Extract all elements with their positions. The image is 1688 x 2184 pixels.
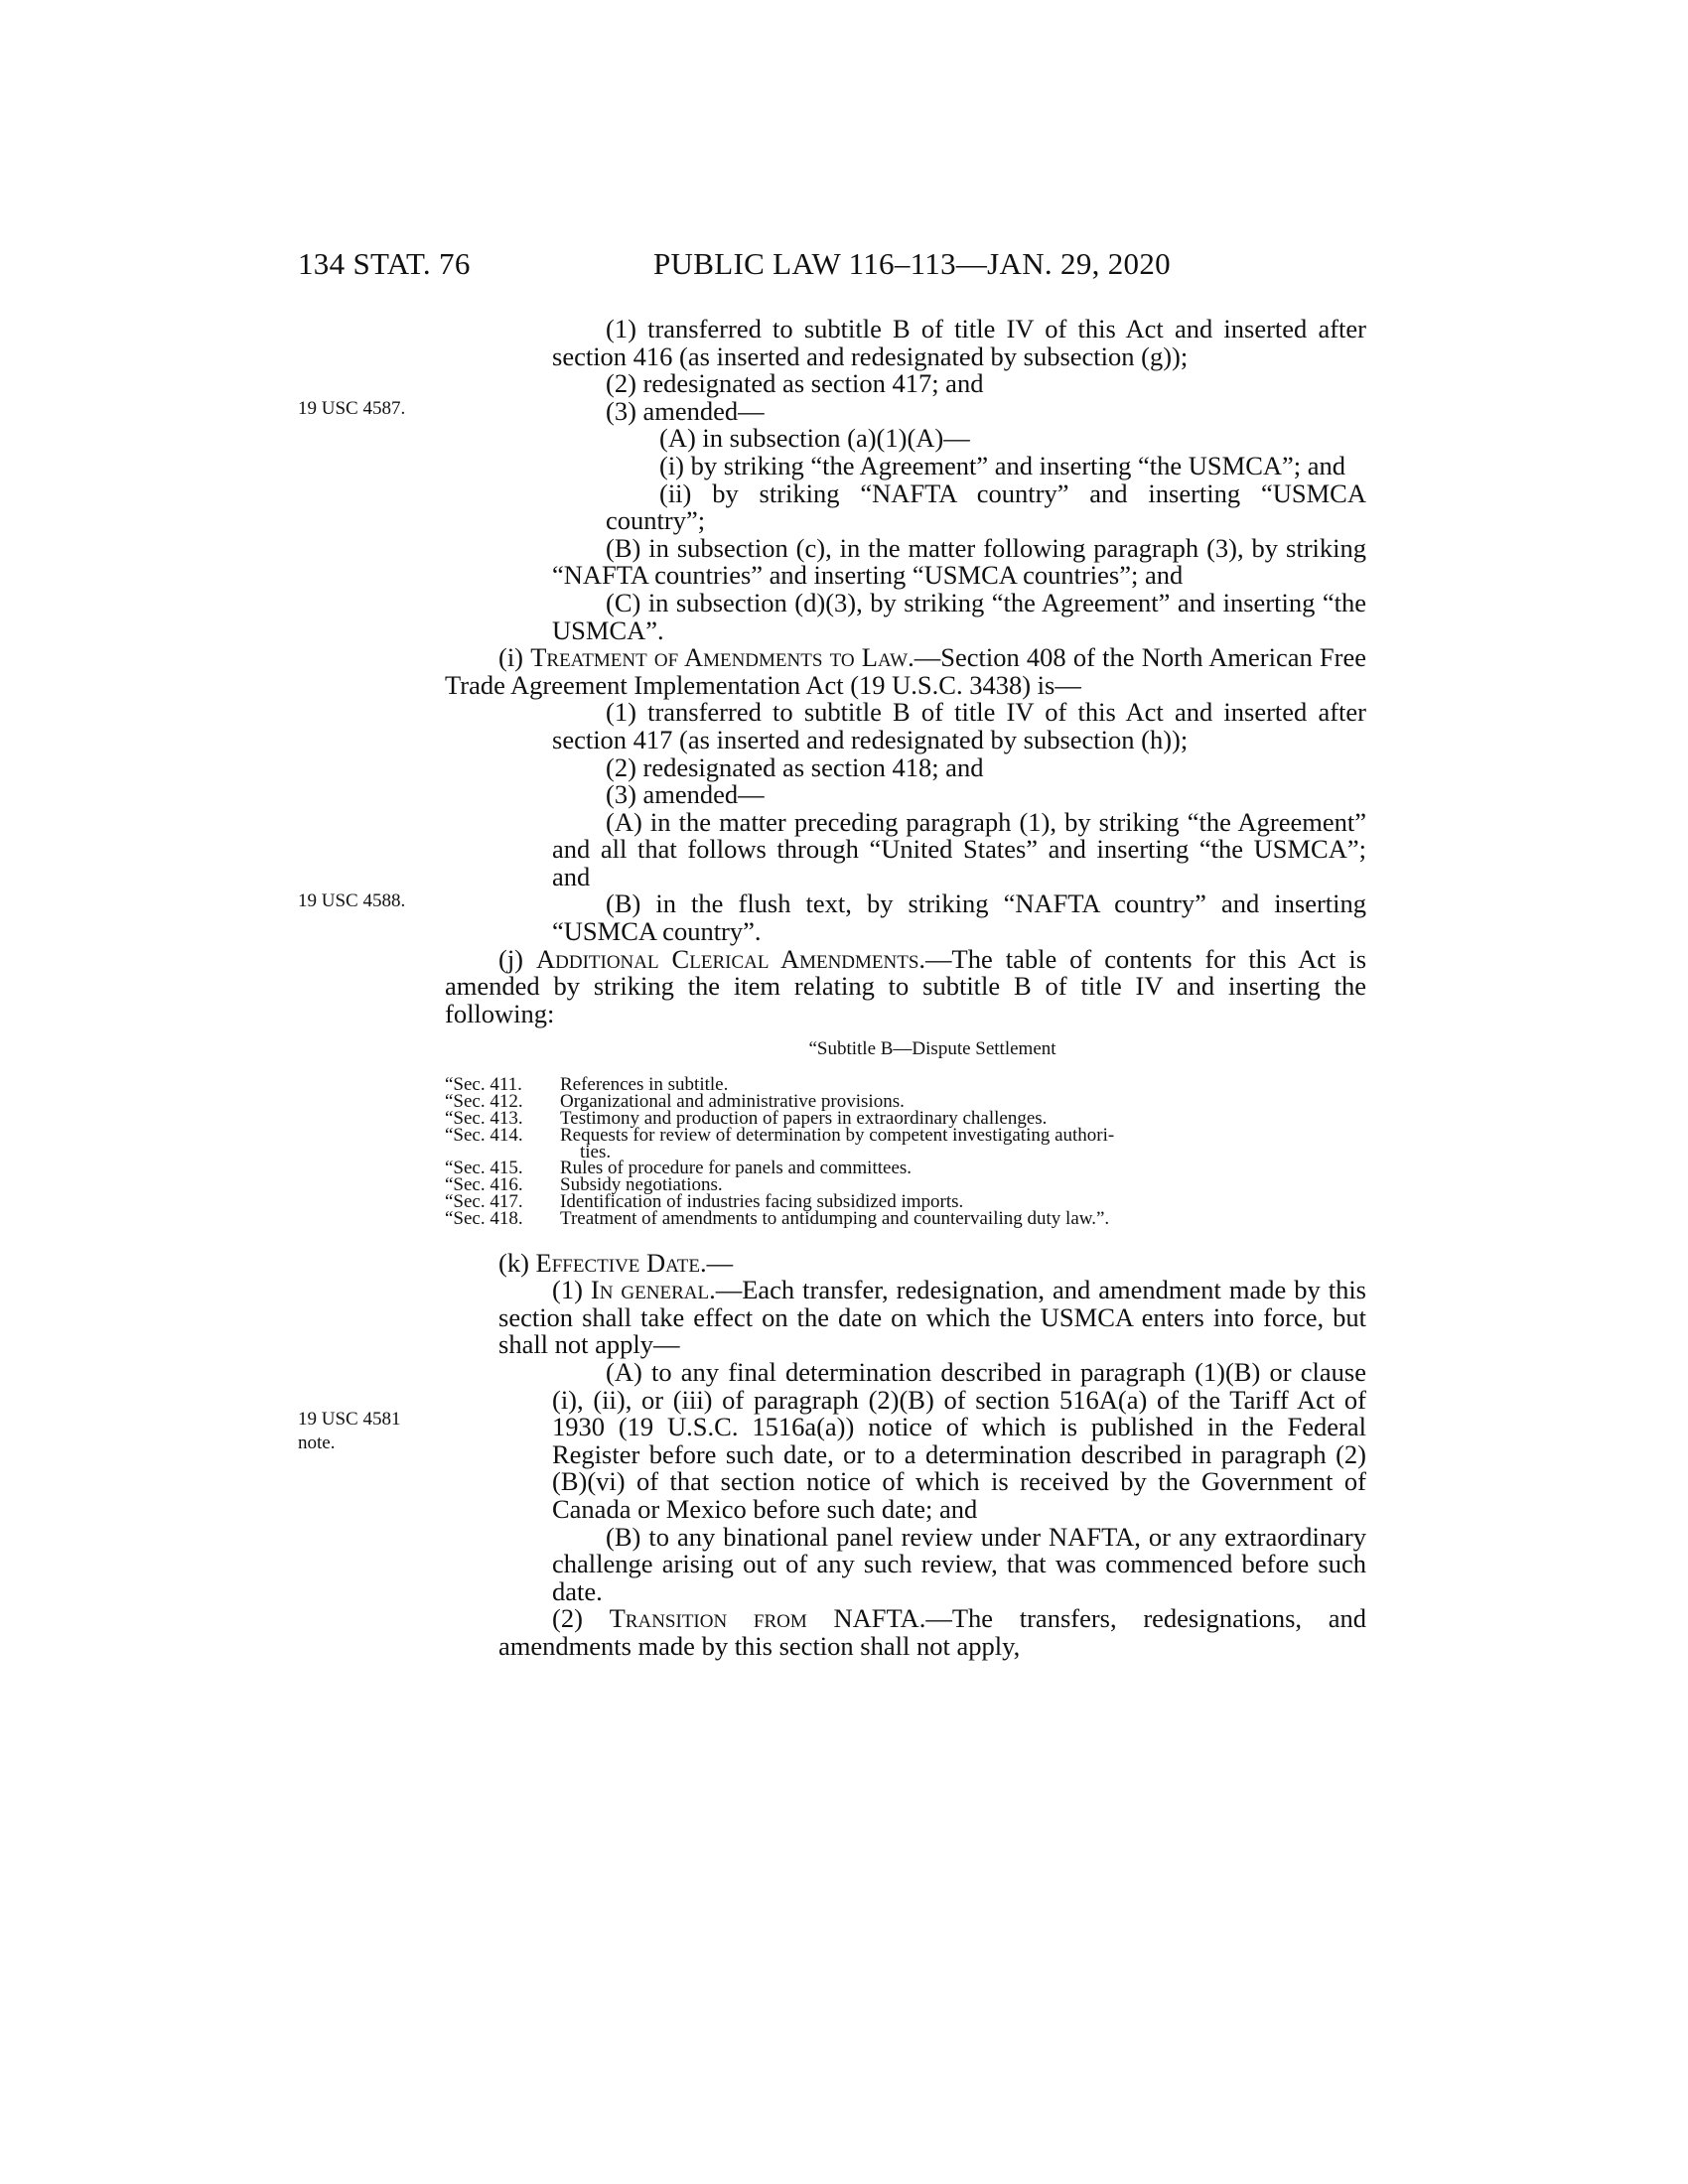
para-k-2: [498, 1605, 1366, 1660]
para-i-1: (1) transferred to subtitle B of title IV of this Act and inserted after section 417 (as inserted and redesignated by subsection (h));: [552, 697, 1366, 754]
toc-section-title: Subsidy negotiations.: [560, 1174, 723, 1196]
page-reference: 134 STAT. 76: [298, 246, 471, 281]
toc-section-title: References in subtitle.: [560, 1074, 729, 1096]
subsection-j-text: .—The table of contents for this Act is amended by striking the item relating to subtitle B of title IV and inserting the following:: [445, 943, 1367, 1028]
subsection-k: [498, 1247, 1366, 1278]
para-i-2: (2) redesignated as section 418; and: [606, 751, 984, 782]
toc-section-number: “Sec. 415.: [445, 1158, 523, 1179]
para-h-3-B: (B) in subsection (c), in the matter following paragraph (3), by striking “NAFTA countries” and inserting “USMCA countries”; and: [552, 532, 1366, 591]
para-h-1: (1) transferred to subtitle B of title IV of this Act and inserted after section 416 (as inserted and redesignated by subsection (g));: [552, 314, 1366, 371]
para-k-2-label: (2): [552, 1603, 610, 1634]
para-k-1-label: (1): [552, 1275, 591, 1305]
para-h-3-A-ii: (ii) by striking “NAFTA country” and inserting “USMCA country”;: [606, 478, 1366, 536]
toc-section-number: “Sec. 411.: [445, 1074, 522, 1096]
toc-section-number: “Sec. 414.: [445, 1124, 523, 1146]
subsection-j-label: (j): [498, 943, 536, 974]
para-i-3: (3) amended—: [606, 779, 765, 810]
toc-entry: [445, 1207, 1366, 1229]
toc-section-title: Testimony and production of papers in extraordinary challenges.: [560, 1108, 1048, 1130]
subsection-k-dash: .—: [699, 1247, 734, 1278]
toc-section-number: “Sec. 413.: [445, 1108, 523, 1130]
subsection-j-heading: Additional Clerical Amendments: [535, 943, 919, 974]
toc-section-number: “Sec. 418.: [445, 1207, 523, 1229]
toc-section-number: “Sec. 417.: [445, 1191, 523, 1213]
margin-note-usc-4587: 19 USC 4587.: [298, 398, 406, 419]
margin-note-usc-4588: 19 USC 4588.: [298, 890, 406, 911]
margin-note-usc-4581: 19 USC 4581: [298, 1409, 401, 1430]
toc-section-title: Rules of procedure for panels and committees.: [560, 1158, 913, 1179]
para-k-2-heading: Transition from NAFTA: [609, 1603, 919, 1634]
para-k-1: [498, 1277, 1366, 1359]
subsection-i-text: .—Section 408 of the North American Free Trade Agreement Implementation Act (19 U.S.C. 3438) is—: [445, 642, 1367, 700]
subsection-k-heading: Effective Date: [535, 1247, 700, 1278]
toc-section-number: “Sec. 416.: [445, 1174, 523, 1196]
para-k-1-A: (A) to any final determination described in paragraph (1)(B) or clause (i), (ii), or (iii) of paragraph (2)(B) of section 516A(a) of the Tariff Act of 1930 (19 U.S.C. 1516a(a)) notice of which is published in the Federal Register before such date, or to a determination described in paragraph (2)(B)(vi) of that section notice of which is received by the Government of Canada or Mexico before such date; and: [552, 1356, 1366, 1524]
para-i-3-B: (B) in the flush text, by striking “NAFTA country” and inserting “USMCA country”.: [552, 888, 1366, 947]
para-h-2: (2) redesignated as section 417; and: [606, 368, 984, 399]
subsection-i: [445, 644, 1366, 699]
subsection-i-label: (i): [498, 642, 531, 673]
margin-note-note: note.: [298, 1433, 336, 1453]
para-h-3: (3) amended—: [606, 395, 765, 426]
toc-section-title: Identification of industries facing subsidized imports.: [560, 1191, 964, 1213]
para-h-3-A: (A) in subsection (a)(1)(A)—: [659, 423, 970, 454]
subsection-j: [445, 943, 1367, 1028]
toc-section-number: “Sec. 412.: [445, 1091, 523, 1113]
para-i-3-A: (A) in the matter preceding paragraph (1), by striking “the Agreement” and all that follows through “United States” and inserting “the USMCA”; and: [552, 806, 1366, 891]
para-h-3-A-i: (i) by striking “the Agreement” and inserting “the USMCA”; and: [659, 450, 1346, 480]
para-k-1-text: .—Each transfer, redesignation, and amendment made by this section shall take effect on the date on which the USMCA enters into force, but shall not apply—: [498, 1275, 1366, 1360]
toc-section-title: Requests for review of determination by competent investigating authori-: [560, 1124, 1115, 1146]
para-k-2-text: .—The transfers, redesignations, and amendments made by this section shall not apply,: [498, 1603, 1366, 1661]
running-title: PUBLIC LAW 116–113—JAN. 29, 2020: [653, 246, 1171, 281]
toc-section-title: Treatment of amendments to antidumping and countervailing duty law.”.: [560, 1207, 1110, 1229]
toc-continuation: ties.: [580, 1141, 612, 1162]
para-h-3-C: (C) in subsection (d)(3), by striking “the Agreement” and inserting “the USMCA”.: [552, 587, 1366, 645]
subsection-k-label: (k): [498, 1247, 536, 1278]
document-body: [445, 314, 1367, 1661]
para-k-1-heading: In general: [590, 1275, 710, 1305]
toc-section-title: Organizational and administrative provisions.: [560, 1091, 905, 1113]
toc-subtitle-heading: “Subtitle B—Dispute Settlement: [808, 1038, 1056, 1060]
table-of-contents: [445, 1074, 1366, 1229]
para-k-1-B: (B) to any binational panel review under NAFTA, or any extraordinary challenge arising out of any such review, that was commenced before such date.: [552, 1521, 1366, 1606]
subsection-i-heading: Treatment of Amendments to Law: [530, 642, 909, 673]
